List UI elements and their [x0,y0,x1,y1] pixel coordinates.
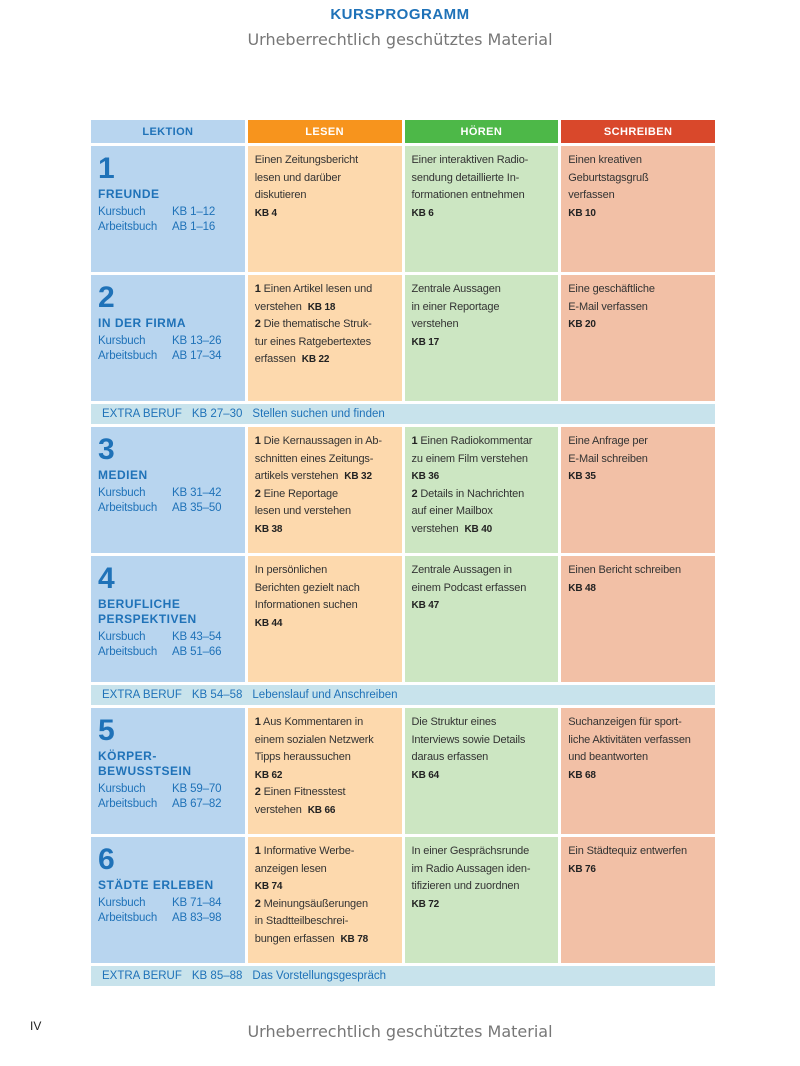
arbeitsbuch-ref [98,911,238,926]
kursbuch-pages: KB 59–70 [172,783,222,795]
activity-number: 1 [254,716,261,728]
kb-page-ref: KB 32 [344,471,372,482]
kb-page-ref: KB 72 [411,898,440,910]
header-lektion: LEKTION [91,120,245,143]
lesson-cell [91,275,245,401]
arbeitsbuch-pages: AB 51–66 [172,646,222,658]
lesen-cell [248,556,402,682]
activity-text: Einen Bericht schreiben [568,564,681,576]
activity-item [412,433,552,486]
activity-text: Aus Kommentaren in einem sozialen Netzwerk Tipps heraussuchen [254,716,374,763]
activity-text: Einen Radiokommentar zu einem Film verstehen [411,435,533,465]
kursbuch-label: Kursbuch [98,335,146,347]
kursbuch-pages: KB 13–26 [172,335,222,347]
kb-page-ref: KB 18 [307,301,336,313]
activity-number: 2 [254,897,261,910]
kb-page-ref: KB 38 [254,523,283,535]
course-program-table [91,120,715,989]
extra-label: EXTRA BERUF [102,970,182,982]
activity-number: 2 [254,318,261,330]
activity-text: Einen Artikel lesen und verstehen [254,283,373,313]
kursbuch-pages: KB 1–12 [172,206,216,218]
activity-item [255,281,395,316]
kb-page-ref: KB 74 [254,881,283,892]
schreiben-cell [561,556,715,682]
activity-item [255,843,395,896]
arbeitsbuch-label: Arbeitsbuch [98,798,158,810]
arbeitsbuch-ref [98,349,238,364]
hoeren-cell [405,427,559,553]
arbeitsbuch-ref [98,645,238,660]
arbeitsbuch-label: Arbeitsbuch [98,502,158,514]
activity-text: Eine Anfrage per E-Mail schreiben [568,435,648,465]
lesen-cell [248,708,402,834]
kb-page-ref: KB 4 [254,207,277,219]
lesson-name: BERUFLICHE PERSPEKTIVEN [98,597,197,626]
activity-number: 2 [411,487,418,500]
kursbuch-pages: KB 71–84 [172,897,222,909]
lesson-row [91,146,715,272]
arbeitsbuch-pages: AB 17–34 [172,350,222,362]
hoeren-cell [405,275,559,401]
kb-page-ref: KB 44 [254,617,283,629]
lesson-cell [91,837,245,963]
arbeitsbuch-pages: AB 83–98 [172,912,222,924]
kb-page-ref: KB 40 [464,523,493,535]
lesson-row [91,837,715,963]
kursbuch-ref [98,896,238,911]
activity-item [568,562,708,597]
lesson-row [91,708,715,834]
activity-item [255,714,395,784]
table-header [91,120,715,143]
kursbuch-label: Kursbuch [98,206,146,218]
activity-item [412,562,552,615]
lesson-name: STÄDTE ERLEBEN [98,878,214,892]
kursbuch-label: Kursbuch [98,897,146,909]
extra-kb: KB 27–30 [191,408,243,420]
kb-page-ref: KB 64 [411,769,440,781]
kursbuch-ref [98,782,238,797]
kursbuch-pages: KB 43–54 [172,631,222,643]
activity-text: Die thematische Struk- tur eines Ratgebertextes erfassen [254,318,372,365]
extra-beruf-row [91,966,715,986]
lesson-number: 3 [98,433,115,466]
kb-page-ref: KB 68 [568,769,596,781]
kb-page-ref: KB 35 [568,471,596,482]
watermark-top: Urheberrechtlich geschütztes Material [247,30,553,49]
lesson-number: 5 [98,714,115,747]
activity-text: Einen Fitnesstest verstehen [254,786,346,816]
activity-item [412,486,552,539]
schreiben-cell [561,837,715,963]
activity-text: Einen kreativen Geburtstagsgruß verfassen [568,154,649,201]
lesson-name: IN DER FIRMA [98,316,186,330]
arbeitsbuch-pages: AB 1–16 [172,221,216,233]
kursbuch-ref [98,205,238,220]
header-lesen: LESEN [248,120,402,143]
activity-item [255,896,395,949]
activity-text: Eine Reportage lesen und verstehen [254,487,351,517]
kb-page-ref: KB 62 [254,769,283,781]
lesson-name: FREUNDE [98,187,160,201]
lesson-cell [91,427,245,553]
lesen-cell [248,146,402,272]
activity-item [568,152,708,222]
extra-beruf-row [91,404,715,424]
lesson-row [91,556,715,682]
extra-topic: Stellen suchen und finden [252,408,385,420]
kursbuch-label: Kursbuch [98,631,146,643]
kursbuch-ref [98,334,238,349]
extra-topic: Das Vorstellungsgespräch [252,970,387,982]
activity-text: Einer interaktiven Radio- sendung detaillierte In- formationen entnehmen [411,154,529,201]
kb-page-ref: KB 47 [411,600,440,611]
page-title: KURSPROGRAMM [330,6,470,23]
extra-label: EXTRA BERUF [102,408,182,420]
activity-number: 1 [254,845,261,857]
activity-text: Zentrale Aussagen in einem Podcast erfassen [411,564,527,594]
extra-label: EXTRA BERUF [102,689,182,701]
lesson-number: 4 [98,562,115,595]
arbeitsbuch-pages: AB 67–82 [172,798,222,810]
schreiben-cell [561,708,715,834]
lesson-cell [91,708,245,834]
activity-number: 2 [254,487,261,500]
activity-item [568,843,708,878]
activity-text: Eine geschäftliche E-Mail verfassen [568,283,655,313]
kursbuch-ref [98,486,238,501]
activity-text: Einen Zeitungsbericht lesen und darüber diskutieren [254,154,358,201]
lesson-cell [91,146,245,272]
activity-number: 1 [254,283,261,295]
header-schreiben: SCHREIBEN [561,120,715,143]
kb-page-ref: KB 78 [340,933,369,945]
activity-item [255,486,395,539]
hoeren-cell [405,556,559,682]
lesson-row [91,427,715,553]
activity-item [568,281,708,334]
kb-page-ref: KB 36 [411,471,440,482]
header-hoeren: HÖREN [405,120,559,143]
kb-page-ref: KB 6 [411,207,434,219]
activity-number: 1 [254,435,261,447]
arbeitsbuch-ref [98,220,238,235]
arbeitsbuch-label: Arbeitsbuch [98,221,158,233]
kb-page-ref: KB 66 [307,804,336,816]
activity-text: Meinungsäußerungen in Stadtteilbeschrei- bungen erfassen [254,897,368,945]
kb-page-ref: KB 17 [411,336,440,348]
arbeitsbuch-pages: AB 35–50 [172,502,222,514]
extra-beruf-row [91,685,715,705]
activity-item [568,433,708,486]
activity-item [412,281,552,351]
activity-item [255,433,395,486]
arbeitsbuch-ref [98,501,238,516]
lesson-number: 1 [98,152,115,185]
schreiben-cell [561,275,715,401]
activity-item [412,843,552,913]
activity-text: In persönlichen Berichten gezielt nach Informationen suchen [254,564,360,611]
lesson-number: 2 [98,281,115,314]
lesen-cell [248,275,402,401]
activity-text: Zentrale Aussagen in einer Reportage verstehen [411,283,501,330]
arbeitsbuch-label: Arbeitsbuch [98,350,158,362]
lesson-row [91,275,715,401]
activity-item [412,152,552,222]
arbeitsbuch-ref [98,797,238,812]
lesson-cell [91,556,245,682]
activity-text: Informative Werbe- anzeigen lesen [254,845,355,875]
kursbuch-pages: KB 31–42 [172,487,222,499]
kb-page-ref: KB 10 [568,207,596,219]
activity-item [255,784,395,819]
kb-page-ref: KB 20 [568,319,596,330]
lesson-name: KÖRPER- BEWUSSTSEIN [98,749,192,778]
extra-kb: KB 54–58 [191,689,243,701]
lesen-cell [248,837,402,963]
page-number: IV [30,1019,42,1033]
activity-text: Die Struktur eines Interviews sowie Details daraus erfassen [411,716,526,763]
activity-item [568,714,708,784]
hoeren-cell [405,146,559,272]
activity-text: Details in Nachrichten auf einer Mailbox verstehen [411,487,525,535]
kb-page-ref: KB 76 [568,863,596,875]
activity-number: 1 [411,435,418,447]
kb-page-ref: KB 48 [568,582,596,594]
activity-text: Ein Städtequiz entwerfen [568,845,687,857]
lesen-cell [248,427,402,553]
kursbuch-label: Kursbuch [98,783,146,795]
schreiben-cell [561,427,715,553]
activity-item [412,714,552,784]
activity-item [255,152,395,222]
hoeren-cell [405,708,559,834]
activity-number: 2 [254,786,261,798]
extra-topic: Lebenslauf und Anschreiben [252,689,398,701]
lesson-number: 6 [98,843,115,876]
kb-page-ref: KB 22 [301,354,330,365]
activity-item [255,562,395,632]
activity-text: Suchanzeigen für sport- liche Aktivitäten verfassen und beantworten [568,716,691,763]
watermark-bottom: Urheberrechtlich geschütztes Material [247,1022,553,1041]
activity-item [255,316,395,369]
extra-kb: KB 85–88 [191,970,243,982]
kursbuch-label: Kursbuch [98,487,146,499]
arbeitsbuch-label: Arbeitsbuch [98,646,158,658]
activity-text: Die Kernaussagen in Ab- schnitten eines Zeitungs- artikels verstehen [254,435,382,482]
schreiben-cell [561,146,715,272]
hoeren-cell [405,837,559,963]
activity-text: In einer Gesprächsrunde im Radio Aussagen iden- tifizieren und zuordnen [411,845,531,892]
arbeitsbuch-label: Arbeitsbuch [98,912,158,924]
kursbuch-ref [98,630,238,645]
lesson-name: MEDIEN [98,468,148,482]
